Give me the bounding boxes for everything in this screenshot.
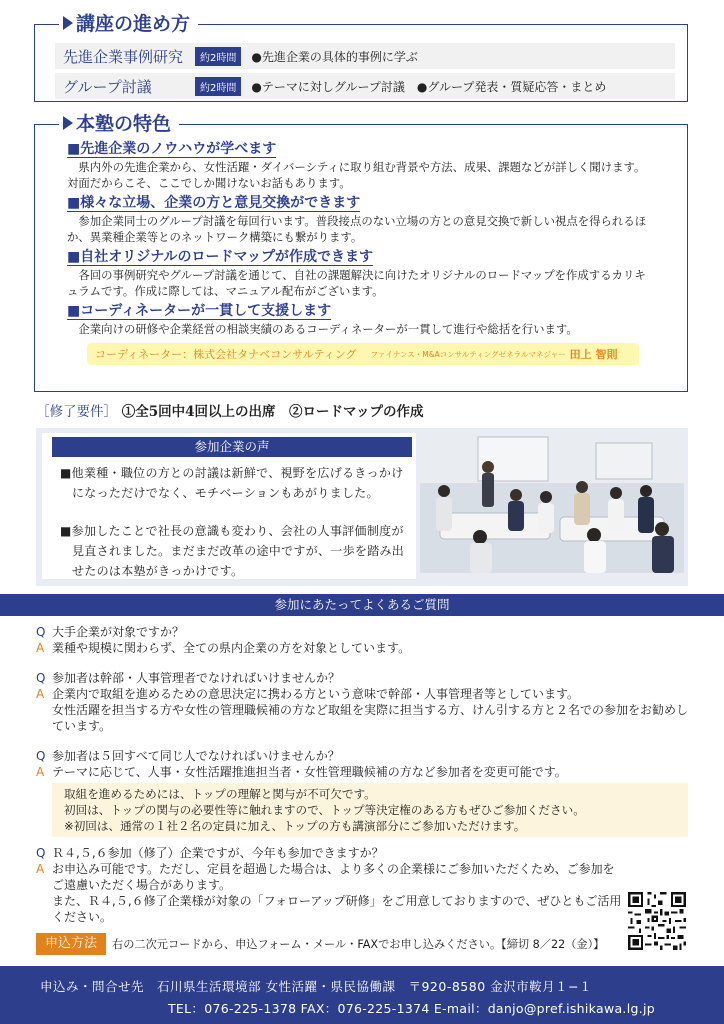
faq-item bbox=[36, 624, 696, 656]
feature-body: 参加企業同士のグループ討議を毎回行います。普段接点のない立場の方との意見交換で新しい視点を得られるほか、異業種企業等とのネットワーク構築にも繋がります。 bbox=[67, 214, 647, 244]
course-row bbox=[55, 43, 675, 69]
faq-item bbox=[36, 748, 696, 780]
faq-answer: A 業種や規模に関わらず、全ての県内企業の方を対象としています。 bbox=[36, 641, 411, 655]
features-section-title: 本塾の特色 bbox=[59, 111, 179, 137]
completion-requirements bbox=[36, 400, 423, 420]
triangle-icon bbox=[63, 116, 73, 130]
coordinator-name: 田上 智則 bbox=[569, 348, 618, 361]
coordinator-banner bbox=[87, 343, 639, 365]
feature-heading: ■自社オリジナルのロードマップが作成できます bbox=[67, 249, 373, 265]
seminar-photo-illustration bbox=[420, 433, 684, 573]
answer-mark: A bbox=[36, 687, 45, 701]
coordinator-label: コーディネーター：株式会社タナベコンサルティング bbox=[95, 348, 357, 361]
answer-mark: A bbox=[36, 641, 45, 655]
faq-item bbox=[36, 845, 622, 925]
footer-address: 申込み・問合せ先 石川県生活環境部 女性活躍・県民協働課 〒920-8580 金沢市鞍月１−１ bbox=[40, 979, 593, 994]
feature-body: 各回の事例研究やグループ討議を通じて、自社の課題解決に向けたオリジナルのロードマップを作成するカリキュラムです。作成に際しては、マニュアル配布がございます。 bbox=[67, 268, 646, 298]
course-section bbox=[34, 13, 688, 102]
feature-heading: ■コーディネーターが一貫して支援します bbox=[67, 303, 332, 319]
course-section-title: 講座の進め方 bbox=[59, 11, 198, 37]
feature-heading: ■先進企業のノウハウが学べます bbox=[67, 141, 277, 157]
course-rows bbox=[55, 29, 675, 99]
course-name: 先進企業事例研究 bbox=[63, 47, 184, 66]
faq-answer: A お申込み可能です。ただし、定員を超過した場合は、より多くの企業様にご参加いただくため、ご参加をご遠慮いただく場合があります。 bbox=[36, 862, 615, 892]
question-mark: Q bbox=[36, 625, 46, 639]
faq-answer: A 企業内で取組を進めるための意思決定に携わる方という意味で幹部・人事管理者等としています。 bbox=[36, 687, 580, 701]
course-desc: ●テーマに対しグループ討議 ●グループ発表・質疑応答・まとめ bbox=[251, 79, 607, 94]
coordinator-title: ファイナンス・M&Aコンサルティングゼネラルマネジャー bbox=[370, 349, 566, 359]
faq-question: Q 参加者は幹部・人事管理者でなければいけませんか？ bbox=[36, 671, 341, 685]
course-desc: ●先進企業の具体的事例に学ぶ bbox=[251, 49, 418, 64]
faq-title: 参加にあたってよくあるご質問 bbox=[0, 594, 724, 616]
voices-section bbox=[36, 428, 688, 586]
features-list bbox=[67, 139, 649, 365]
feature-body: 企業向けの研修や企業経営の相談実績のあるコーディネーターが一貫して進行や総括を行います。 bbox=[78, 322, 578, 336]
note-line: ※初回は、通常の１社２名の定員に加え、トップの方も講演部分にご参加いただけます。 bbox=[64, 819, 526, 833]
faq-question: Q 大手企業が対象ですか？ bbox=[36, 625, 185, 639]
answer-mark: A bbox=[36, 765, 45, 779]
feature-body: 県内外の先進企業から、女性活躍・ダイバーシティに取り組む背景や方法、成果、課題などが詳しく聞けます。対面だからこそ、ここでしか聞けないお話もあります。 bbox=[67, 160, 646, 190]
course-duration-badge: 約2時間 bbox=[195, 47, 241, 66]
note-line: 取組を進めるためには、トップの理解と関与が不可欠です。 bbox=[64, 787, 376, 801]
top-participation-note bbox=[52, 783, 688, 837]
apply-method-text: 右の二次元コードから、申込フォーム・メール・FAXでお申し込みください。【締切 8／22（金）】 bbox=[112, 938, 605, 951]
triangle-icon bbox=[63, 16, 73, 30]
voices-panel bbox=[42, 433, 416, 579]
faq-answer-cont: 女性活躍を担当する方や女性の管理職候補の方など取組を実際に担当する方、けん引する方と２名での参加をお勧めしています。 bbox=[52, 703, 689, 733]
faq-answer-cont: また、Ｒ４,５,６修了企業様が対象の「フォローアップ研修」をご用意しておりますので、ぜひともご活用ください。 bbox=[52, 894, 622, 924]
contact-footer bbox=[0, 966, 724, 1024]
question-mark: Q bbox=[36, 749, 46, 763]
voice-item: ■参加したことで社長の意識も変わり、会社の人事評価制度が見直されました。まだまだ改革の途中ですが、一歩を踏み出せたのは本塾がきっかけです。 bbox=[60, 524, 405, 578]
voice-item: ■他業種・職位の方との討議は新鮮で、視野を広げるきっかけになっただけでなく、モチベーションもあがりました。 bbox=[60, 466, 404, 500]
question-mark: Q bbox=[36, 846, 46, 860]
note-line: 初回は、トップの関与の必要性等に触れますので、トップ等決定権のある方もぜひご参加ください。 bbox=[64, 803, 585, 817]
apply-method-label: 申込方法 bbox=[36, 933, 106, 955]
feature-heading: ■様々な立場、企業の方と意見交換ができます bbox=[67, 195, 361, 211]
qr-code-icon[interactable] bbox=[626, 890, 688, 952]
faq-question: Q 参加者は５回すべて同じ人でなければいけませんか？ bbox=[36, 749, 340, 763]
requirements-text: ①全5回中4回以上の出席 ②ロードマップの作成 bbox=[121, 404, 424, 420]
features-section bbox=[34, 113, 688, 392]
answer-mark: A bbox=[36, 862, 45, 876]
voices-title: 参加企業の声 bbox=[52, 437, 412, 457]
faq-answer: A テーマに応じて、人事・女性活躍推進担当者・女性管理職候補の方など参加者を変更可能です。 bbox=[36, 765, 567, 779]
faq-item bbox=[36, 670, 696, 734]
course-duration-badge: 約2時間 bbox=[195, 77, 241, 96]
course-name: グループ討議 bbox=[63, 77, 152, 96]
requirements-label: ［修了要件］ bbox=[36, 404, 117, 420]
faq-question: Q Ｒ４,５,６参加（修了）企業ですが、今年も参加できますか？ bbox=[36, 846, 384, 860]
footer-contact[interactable]: TEL：076-225-1378 FAX：076-225-1374 E-mail：danjo@pref.ishikawa.lg.jp bbox=[168, 1001, 655, 1016]
course-row bbox=[55, 73, 675, 99]
seminar-photo bbox=[420, 433, 684, 573]
question-mark: Q bbox=[36, 671, 46, 685]
